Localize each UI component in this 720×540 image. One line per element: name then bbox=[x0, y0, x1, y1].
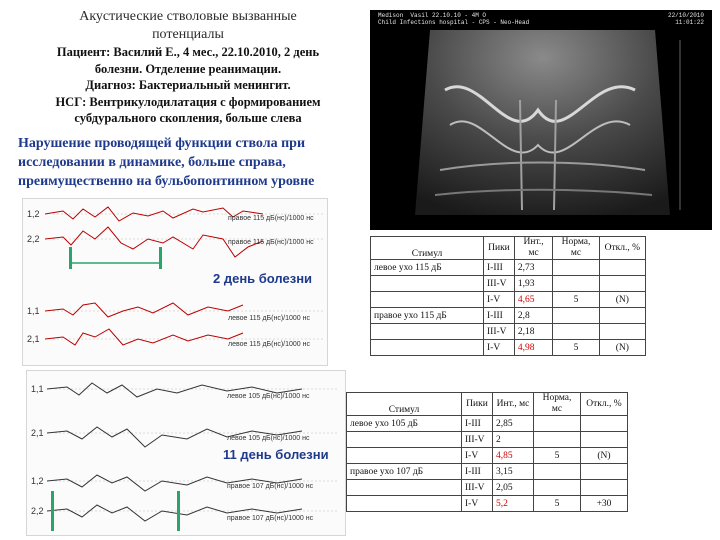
table-header-row bbox=[347, 393, 628, 416]
latency-table-day11 bbox=[346, 392, 628, 512]
peak-cell: III-V bbox=[462, 432, 493, 448]
ultrasound-time bbox=[675, 19, 704, 26]
us-date: 22/10/2010 bbox=[667, 12, 704, 19]
day-label-11: 11 день болезни bbox=[223, 447, 329, 462]
deviation-cell bbox=[599, 260, 645, 276]
stimulus-cell: правое ухо 107 дБ bbox=[347, 464, 462, 480]
peak-cell: I-V bbox=[484, 340, 515, 356]
deviation-cell bbox=[581, 416, 628, 432]
stimulus-cell bbox=[347, 480, 462, 496]
row-label: 2,2 bbox=[27, 234, 40, 244]
table-row bbox=[371, 292, 646, 308]
table-row bbox=[347, 464, 628, 480]
deviation-cell bbox=[581, 464, 628, 480]
table-row bbox=[371, 260, 646, 276]
ultrasound-scan bbox=[370, 10, 712, 230]
interval-cell: 3,15 bbox=[493, 464, 534, 480]
conclusion-line-3: преимущественно на бульбопонтинном уровне bbox=[18, 174, 315, 189]
interval-cell: 2,18 bbox=[514, 324, 552, 340]
interval-cell: 2 bbox=[493, 432, 534, 448]
norm-cell bbox=[553, 308, 599, 324]
table-row bbox=[347, 496, 628, 512]
interval-cell: 4,98 bbox=[514, 340, 552, 356]
norm-cell bbox=[534, 480, 581, 496]
ultrasound-date bbox=[668, 12, 704, 19]
trace-label: левое 105 дБ(нс)/1000 нс bbox=[227, 393, 310, 400]
peak-cell: III-V bbox=[484, 276, 515, 292]
us-time: 11:01:22 bbox=[675, 19, 704, 26]
header-stimulus: Стимул bbox=[347, 393, 462, 416]
norm-cell: 5 bbox=[534, 496, 581, 512]
norm-cell bbox=[553, 260, 599, 276]
row-label: 2,1 bbox=[27, 334, 40, 344]
peak-cell: I-III bbox=[462, 416, 493, 432]
trace-label: левое 105 дБ(нс)/1000 нс bbox=[227, 435, 310, 442]
stimulus-cell: левое ухо 105 дБ bbox=[347, 416, 462, 432]
deviation-cell: (N) bbox=[599, 292, 645, 308]
table-row bbox=[347, 416, 628, 432]
patient-line-1: Пациент: Василий Е., 4 мес., 22.10.2010, 2 день bbox=[56, 45, 320, 59]
norm-cell bbox=[553, 324, 599, 340]
interval-cell: 2,05 bbox=[493, 480, 534, 496]
title-line-1: Акустические стволовые вызванные bbox=[79, 9, 297, 24]
trace-label: левое 115 дБ(нс)/1000 нс bbox=[228, 341, 310, 348]
us-header-left: Medison Vasil 22.10.10 - 4M O bbox=[378, 12, 487, 19]
norm-cell bbox=[534, 432, 581, 448]
interval-cell: 2,85 bbox=[493, 416, 534, 432]
header-interval: Инт., мс bbox=[493, 393, 534, 416]
norm-cell bbox=[553, 276, 599, 292]
deviation-cell bbox=[599, 308, 645, 324]
row-label: 1,1 bbox=[31, 384, 44, 394]
row-label: 1,1 bbox=[27, 306, 40, 316]
stimulus-cell: правое ухо 115 дБ bbox=[371, 308, 484, 324]
row-label: 1,2 bbox=[27, 209, 40, 219]
peak-cell: III-V bbox=[484, 324, 515, 340]
stimulus-cell bbox=[347, 432, 462, 448]
trace-label: левое 115 дБ(нс)/1000 нс bbox=[228, 315, 310, 322]
interval-cell: 4,85 bbox=[493, 448, 534, 464]
stimulus-cell bbox=[347, 496, 462, 512]
stimulus-cell bbox=[371, 340, 484, 356]
header-peaks: Пики bbox=[462, 393, 493, 416]
header-norm: Норма, мс bbox=[534, 393, 581, 416]
peak-cell: I-V bbox=[462, 448, 493, 464]
header-deviation: Откл., % bbox=[599, 237, 645, 260]
us-header-left-2: Child Infections hospital - CPS - Neo-Head bbox=[378, 19, 530, 26]
trace-label: правое 107 дБ(нс)/1000 нс bbox=[227, 483, 314, 490]
patient-line-5: субдурального скопления, больше слева bbox=[74, 111, 302, 125]
trace-label: правое 115 дБ(нс)/1000 нс bbox=[228, 215, 314, 222]
table-row bbox=[347, 480, 628, 496]
stimulus-cell bbox=[371, 276, 484, 292]
header-peaks: Пики bbox=[484, 237, 515, 260]
norm-cell bbox=[534, 464, 581, 480]
interval-cell: 2,8 bbox=[514, 308, 552, 324]
ultrasound-header bbox=[378, 12, 704, 19]
table-row bbox=[371, 324, 646, 340]
deviation-cell: (N) bbox=[599, 340, 645, 356]
norm-cell: 5 bbox=[534, 448, 581, 464]
deviation-cell bbox=[599, 324, 645, 340]
deviation-cell: +30 bbox=[581, 496, 628, 512]
stimulus-cell bbox=[371, 324, 484, 340]
table-row bbox=[347, 432, 628, 448]
header-stimulus: Стимул bbox=[371, 237, 484, 260]
norm-cell: 5 bbox=[553, 340, 599, 356]
deviation-cell bbox=[581, 480, 628, 496]
ultrasound-header-2 bbox=[378, 19, 704, 26]
norm-cell bbox=[534, 416, 581, 432]
patient-line-3: Диагноз: Бактериальный менингит. bbox=[85, 78, 291, 92]
table-row bbox=[371, 340, 646, 356]
table-row bbox=[371, 276, 646, 292]
patient-info bbox=[14, 44, 362, 127]
stimulus-cell bbox=[347, 448, 462, 464]
waveform-panel-day2 bbox=[22, 198, 328, 366]
day-label-2: 2 день болезни bbox=[213, 271, 313, 286]
conclusion-line-2: исследовании в динамике, больше справа, bbox=[18, 155, 286, 170]
peak-cell: I-III bbox=[462, 464, 493, 480]
deviation-cell bbox=[581, 432, 628, 448]
patient-line-4: НСГ: Вентрикулодилатация с формированием bbox=[55, 94, 321, 109]
latency-table-day2 bbox=[370, 236, 646, 356]
header-deviation: Откл., % bbox=[581, 393, 628, 416]
patient-line-2: болезни. Отделение реанимации. bbox=[94, 61, 282, 76]
interval-cell: 4,65 bbox=[514, 292, 552, 308]
interval-cell: 2,73 bbox=[514, 260, 552, 276]
trace-label: правое 107 дБ(нс)/1000 нс bbox=[227, 515, 314, 522]
peak-cell: I-III bbox=[484, 260, 515, 276]
peak-cell: III-V bbox=[462, 480, 493, 496]
slide-title bbox=[14, 8, 362, 44]
peak-cell: I-V bbox=[484, 292, 515, 308]
peak-cell: I-III bbox=[484, 308, 515, 324]
table-row bbox=[371, 308, 646, 324]
deviation-cell: (N) bbox=[581, 448, 628, 464]
deviation-cell bbox=[599, 276, 645, 292]
row-label: 1,2 bbox=[31, 476, 44, 486]
table-header-row bbox=[371, 237, 646, 260]
norm-cell: 5 bbox=[553, 292, 599, 308]
row-label: 2,1 bbox=[31, 428, 44, 438]
title-line-2: потенциалы bbox=[152, 27, 224, 42]
interval-cell: 1,93 bbox=[514, 276, 552, 292]
table-row bbox=[347, 448, 628, 464]
stimulus-cell: левое ухо 115 дБ bbox=[371, 260, 484, 276]
trace-label: правое 115 дБ(нс)/1000 нс bbox=[228, 239, 314, 246]
neurosonography-image bbox=[370, 10, 712, 230]
conclusion-line-1: Нарушение проводящей функции ствола при bbox=[18, 136, 306, 151]
interval-cell: 5,2 bbox=[493, 496, 534, 512]
header-interval: Инт., мс bbox=[514, 237, 552, 260]
stimulus-cell bbox=[371, 292, 484, 308]
row-label: 2,2 bbox=[31, 506, 44, 516]
header-norm: Норма, мс bbox=[553, 237, 599, 260]
peak-cell: I-V bbox=[462, 496, 493, 512]
waveform-panel-day11 bbox=[26, 370, 346, 536]
conclusion-text bbox=[18, 134, 368, 191]
